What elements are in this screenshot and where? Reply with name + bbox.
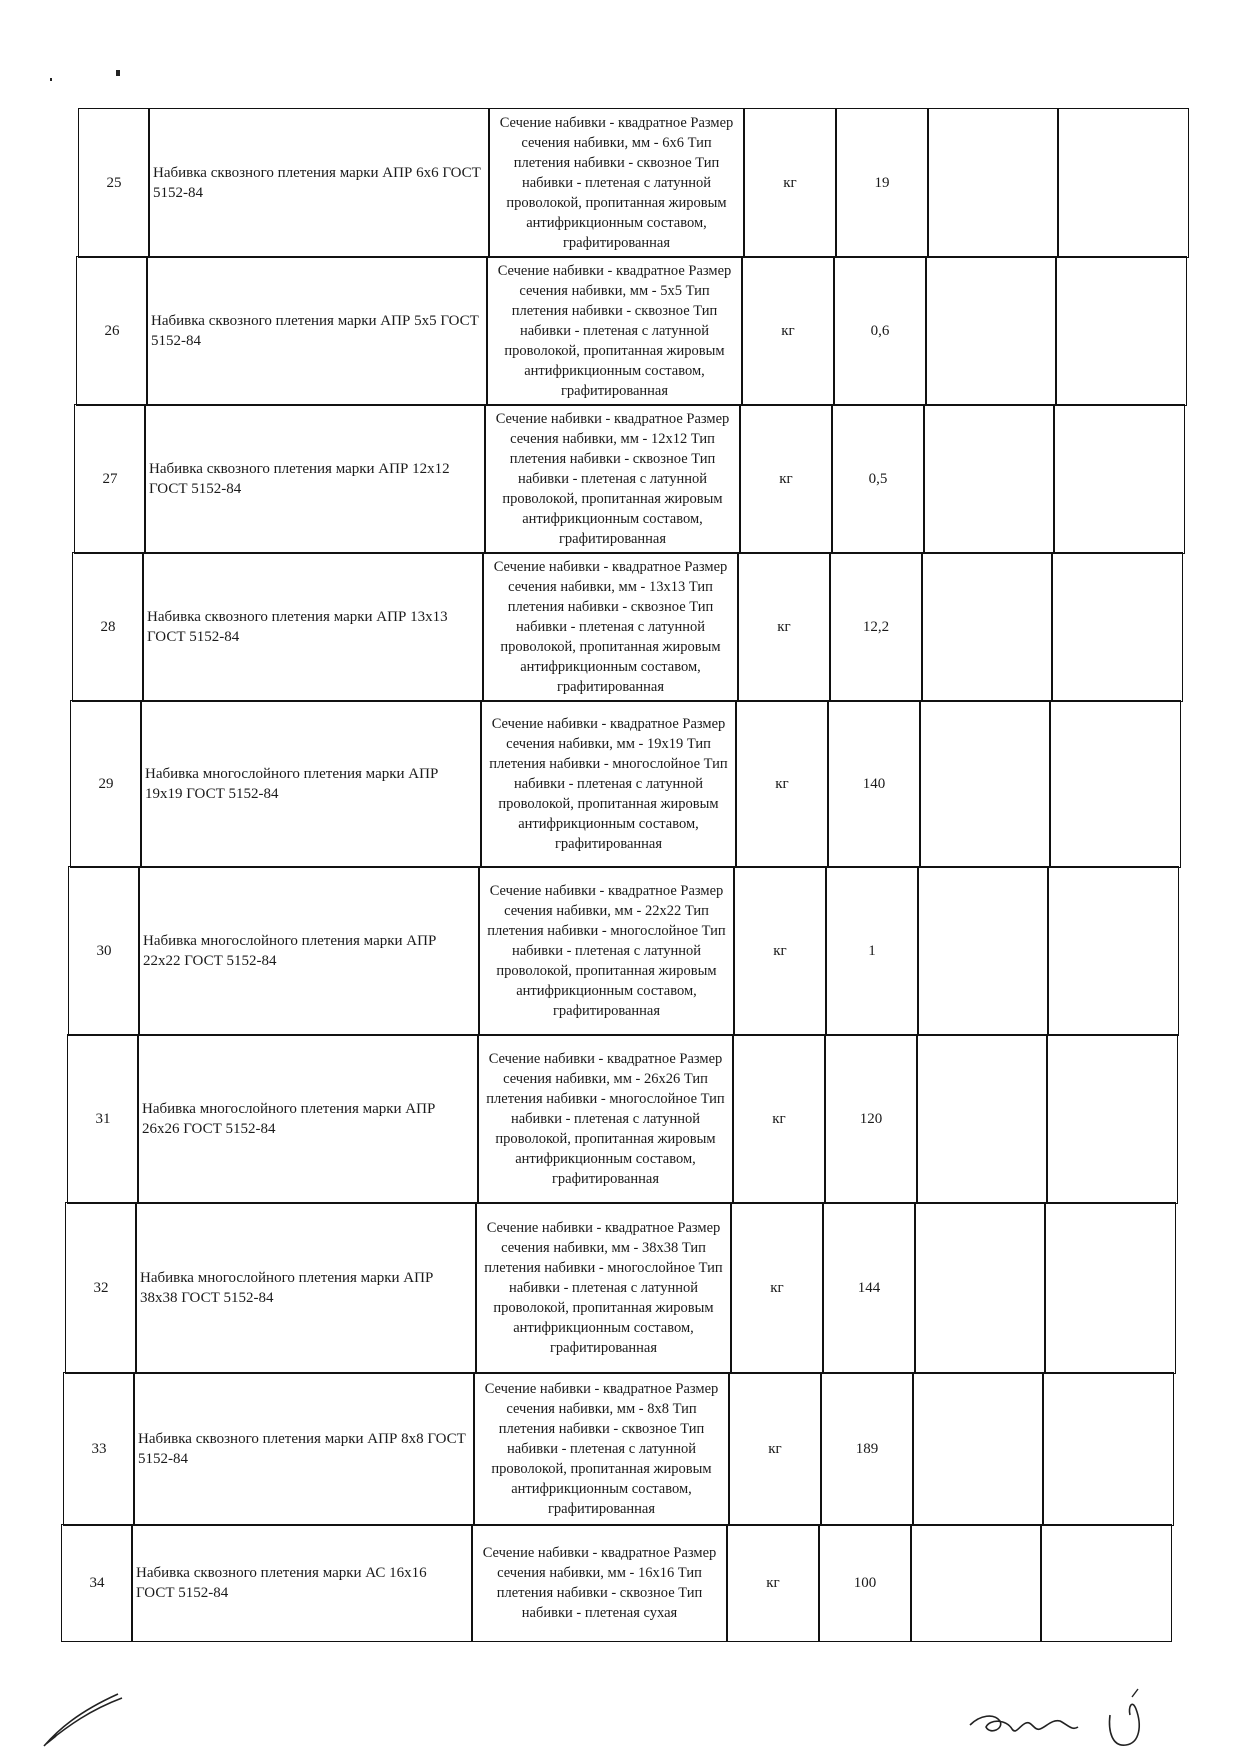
item-description-cell bbox=[488, 108, 745, 258]
empty-cell bbox=[919, 700, 1051, 868]
item-name-cell bbox=[140, 700, 482, 868]
quantity-text: 19 bbox=[874, 175, 890, 191]
unit-cell bbox=[737, 552, 831, 702]
unit-text: кг bbox=[768, 1441, 782, 1457]
unit-cell bbox=[743, 108, 837, 258]
row-number-text: 29 bbox=[98, 776, 114, 792]
scan-dot-mark bbox=[116, 70, 120, 76]
row-number-text: 33 bbox=[91, 1441, 107, 1457]
unit-text: кг bbox=[777, 619, 791, 635]
unit-cell bbox=[732, 1034, 826, 1204]
row-number-cell bbox=[67, 1034, 139, 1204]
empty-cell bbox=[912, 1372, 1044, 1526]
row-number-cell bbox=[78, 108, 150, 258]
quantity-cell bbox=[820, 1372, 914, 1526]
item-description-text: Сечение набивки - квадратное Размер сечения набивки, мм - 8х8 Тип плетения набивки - сквозное Тип набивки - плетеная с латунной проволокой, пропитанная жировым антифрикционным составом, графитированная bbox=[484, 1381, 719, 1517]
quantity-text: 100 bbox=[853, 1575, 877, 1591]
quantity-cell bbox=[831, 404, 925, 554]
quantity-cell bbox=[824, 1034, 918, 1204]
unit-text: кг bbox=[773, 943, 787, 959]
empty-cell bbox=[1044, 1202, 1176, 1374]
empty-cell bbox=[927, 108, 1059, 258]
empty-cell bbox=[1051, 552, 1183, 702]
item-name-cell bbox=[142, 552, 484, 702]
empty-cell bbox=[921, 552, 1053, 702]
item-description-cell bbox=[486, 256, 743, 406]
empty-cell bbox=[1055, 256, 1187, 406]
item-description-text: Сечение набивки - квадратное Размер сечения набивки, мм - 22х22 Тип плетения набивки - многослойное Тип набивки - плетеная с латунной проволокой, пропитанная жировым антифрикционным составом, графитированная bbox=[487, 883, 726, 1019]
quantity-text: 0,6 bbox=[870, 323, 890, 339]
row-number-text: 34 bbox=[89, 1575, 105, 1591]
row-number-text: 25 bbox=[106, 175, 122, 191]
quantity-cell bbox=[825, 866, 919, 1036]
item-name-text: Набивка сквозного плетения марки АПР 13х13 ГОСТ 5152-84 bbox=[147, 609, 448, 645]
item-name-cell bbox=[144, 404, 486, 554]
unit-text: кг bbox=[766, 1575, 780, 1591]
empty-cell bbox=[1042, 1372, 1174, 1526]
item-name-text: Набивка многослойного плетения марки АПР 26х26 ГОСТ 5152-84 bbox=[142, 1101, 436, 1137]
row-number-text: 30 bbox=[96, 943, 112, 959]
row-number-text: 26 bbox=[104, 323, 120, 339]
item-description-cell bbox=[482, 552, 739, 702]
item-description-text: Сечение набивки - квадратное Размер сечения набивки, мм - 13х13 Тип плетения набивки - сквозное Тип набивки - плетеная с латунной проволокой, пропитанная жировым антифрикционным составом, графитированная bbox=[493, 559, 728, 695]
empty-cell bbox=[914, 1202, 1046, 1374]
row-number-text: 27 bbox=[102, 471, 118, 487]
quantity-cell bbox=[818, 1524, 912, 1642]
item-description-cell bbox=[475, 1202, 732, 1374]
unit-text: кг bbox=[783, 175, 797, 191]
empty-cell bbox=[1057, 108, 1189, 258]
item-name-text: Набивка сквозного плетения марки АПР 6х6 ГОСТ 5152-84 bbox=[153, 165, 481, 201]
quantity-text: 120 bbox=[859, 1111, 883, 1127]
scan-dot-mark bbox=[50, 78, 52, 81]
empty-cell bbox=[925, 256, 1057, 406]
item-name-text: Набивка многослойного плетения марки АПР 19х19 ГОСТ 5152-84 bbox=[145, 766, 439, 802]
row-number-cell bbox=[70, 700, 142, 868]
item-name-cell bbox=[146, 256, 488, 406]
quantity-cell bbox=[822, 1202, 916, 1374]
item-name-cell bbox=[138, 866, 480, 1036]
row-number-cell bbox=[74, 404, 146, 554]
quantity-text: 0,5 bbox=[868, 471, 888, 487]
quantity-cell bbox=[829, 552, 923, 702]
signature-left bbox=[38, 1690, 128, 1750]
empty-cell bbox=[1047, 866, 1179, 1036]
quantity-cell bbox=[835, 108, 929, 258]
signature-right bbox=[960, 1685, 1200, 1755]
item-description-text: Сечение набивки - квадратное Размер сечения набивки, мм - 38х38 Тип плетения набивки - многослойное Тип набивки - плетеная с латунной проволокой, пропитанная жировым антифрикционным составом, графитированная bbox=[484, 1220, 723, 1356]
item-name-cell bbox=[135, 1202, 477, 1374]
quantity-cell bbox=[833, 256, 927, 406]
item-description-cell bbox=[478, 866, 735, 1036]
empty-cell bbox=[1046, 1034, 1178, 1204]
quantity-text: 12,2 bbox=[862, 619, 890, 635]
item-description-text: Сечение набивки - квадратное Размер сечения набивки, мм - 16х16 Тип плетения набивки - сквозное Тип набивки - плетеная сухая bbox=[482, 1545, 717, 1621]
item-name-text: Набивка сквозного плетения марки АПР 5х5 ГОСТ 5152-84 bbox=[151, 313, 479, 349]
item-description-text: Сечение набивки - квадратное Размер сечения набивки, мм - 5х5 Тип плетения набивки - сквозное Тип набивки - плетеная с латунной проволокой, пропитанная жировым антифрикционным составом, графитированная bbox=[497, 263, 732, 399]
item-name-cell bbox=[133, 1372, 475, 1526]
unit-cell bbox=[728, 1372, 822, 1526]
item-description-cell bbox=[471, 1524, 728, 1642]
unit-cell bbox=[730, 1202, 824, 1374]
item-description-cell bbox=[484, 404, 741, 554]
row-number-cell bbox=[65, 1202, 137, 1374]
empty-cell bbox=[1040, 1524, 1172, 1642]
quantity-cell bbox=[827, 700, 921, 868]
empty-cell bbox=[910, 1524, 1042, 1642]
empty-cell bbox=[916, 1034, 1048, 1204]
row-number-text: 32 bbox=[93, 1280, 109, 1296]
row-number-cell bbox=[76, 256, 148, 406]
item-name-text: Набивка многослойного плетения марки АПР 22х22 ГОСТ 5152-84 bbox=[143, 933, 437, 969]
item-description-text: Сечение набивки - квадратное Размер сечения набивки, мм - 12х12 Тип плетения набивки - сквозное Тип набивки - плетеная с латунной проволокой, пропитанная жировым антифрикционным составом, графитированная bbox=[495, 411, 730, 547]
empty-cell bbox=[1053, 404, 1185, 554]
empty-cell bbox=[1049, 700, 1181, 868]
row-number-text: 28 bbox=[100, 619, 116, 635]
quantity-text: 1 bbox=[868, 943, 876, 959]
unit-cell bbox=[726, 1524, 820, 1642]
row-number-text: 31 bbox=[95, 1111, 111, 1127]
quantity-text: 189 bbox=[855, 1441, 879, 1457]
unit-cell bbox=[733, 866, 827, 1036]
item-name-text: Набивка многослойного плетения марки АПР 38х38 ГОСТ 5152-84 bbox=[140, 1270, 434, 1306]
row-number-cell bbox=[63, 1372, 135, 1526]
item-name-text: Набивка сквозного плетения марки АПР 8х8 ГОСТ 5152-84 bbox=[138, 1431, 466, 1467]
unit-text: кг bbox=[775, 776, 789, 792]
item-description-cell bbox=[480, 700, 737, 868]
empty-cell bbox=[917, 866, 1049, 1036]
row-number-cell bbox=[72, 552, 144, 702]
quantity-text: 144 bbox=[857, 1280, 881, 1296]
item-description-text: Сечение набивки - квадратное Размер сечения набивки, мм - 6х6 Тип плетения набивки - сквозное Тип набивки - плетеная с латунной проволокой, пропитанная жировым антифрикционным составом, графитированная bbox=[499, 115, 734, 251]
item-description-cell bbox=[477, 1034, 734, 1204]
item-name-cell bbox=[148, 108, 490, 258]
empty-cell bbox=[923, 404, 1055, 554]
item-description-text: Сечение набивки - квадратное Размер сечения набивки, мм - 19х19 Тип плетения набивки - многослойное Тип набивки - плетеная с латунной проволокой, пропитанная жировым антифрикционным составом, графитированная bbox=[489, 716, 728, 852]
row-number-cell bbox=[68, 866, 140, 1036]
unit-text: кг bbox=[781, 323, 795, 339]
unit-cell bbox=[739, 404, 833, 554]
unit-cell bbox=[735, 700, 829, 868]
item-name-cell bbox=[131, 1524, 473, 1642]
item-description-text: Сечение набивки - квадратное Размер сечения набивки, мм - 26х26 Тип плетения набивки - многослойное Тип набивки - плетеная с латунной проволокой, пропитанная жировым антифрикционным составом, графитированная bbox=[486, 1051, 725, 1187]
quantity-text: 140 bbox=[862, 776, 886, 792]
item-name-text: Набивка сквозного плетения марки АПР 12х12 ГОСТ 5152-84 bbox=[149, 461, 450, 497]
unit-text: кг bbox=[772, 1111, 786, 1127]
item-name-cell bbox=[137, 1034, 479, 1204]
item-description-cell bbox=[473, 1372, 730, 1526]
unit-text: кг bbox=[779, 471, 793, 487]
unit-cell bbox=[741, 256, 835, 406]
row-number-cell bbox=[61, 1524, 133, 1642]
unit-text: кг bbox=[770, 1280, 784, 1296]
item-name-text: Набивка сквозного плетения марки АС 16х16 ГОСТ 5152-84 bbox=[136, 1565, 427, 1601]
